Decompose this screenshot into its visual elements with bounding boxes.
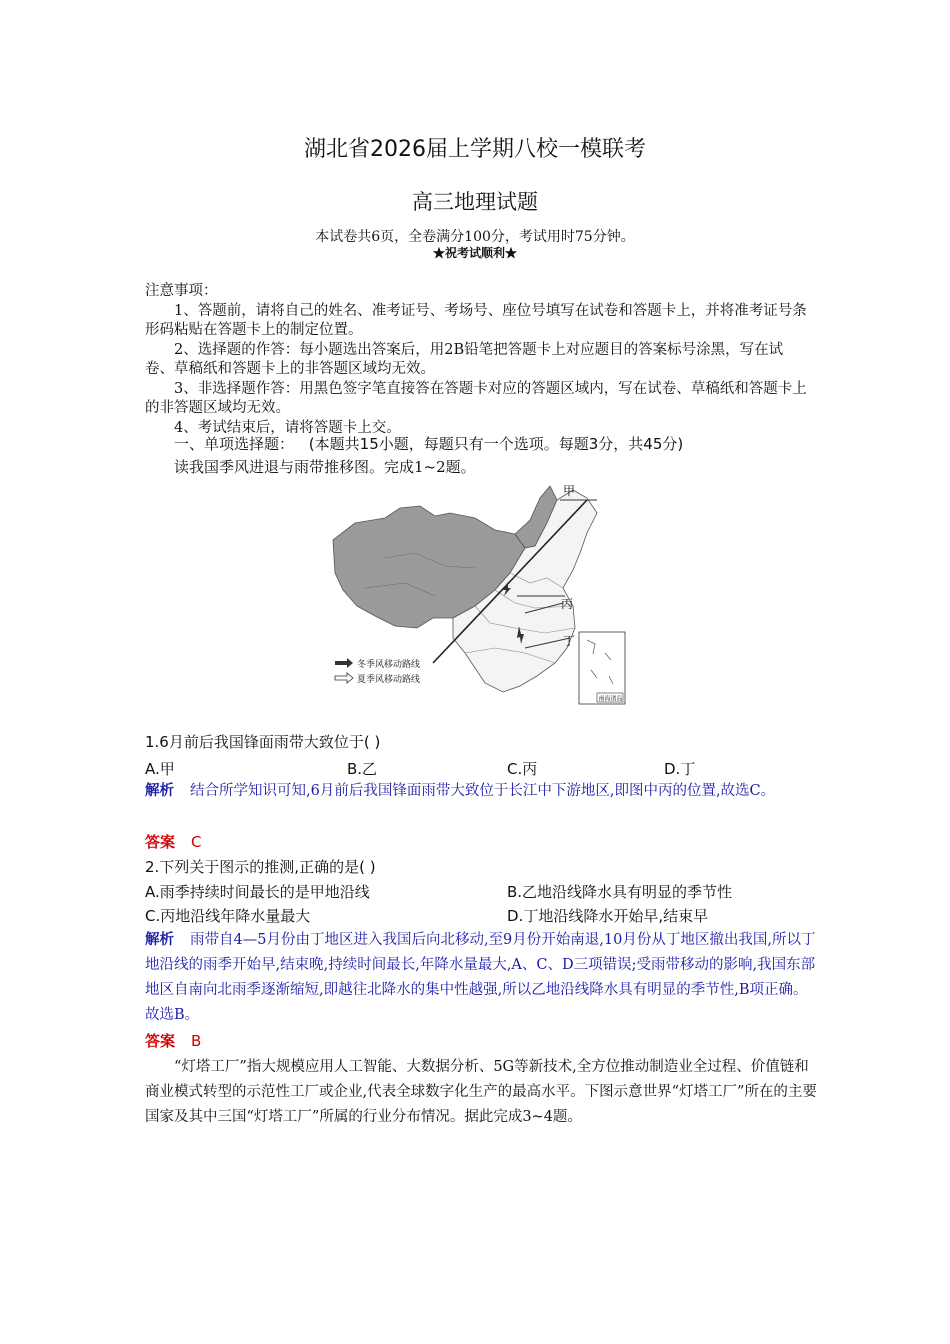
monsoon-rainbelt-map — [325, 478, 631, 708]
analysis-text: 雨带自4—5月份由丁地区进入我国后向北移动,至9月份开始南退,10月份从丁地区撤出我国,所以丁地沿线的雨季开始早,结束晚,持续时间最长,年降水量最大,A、C、D三项错误;受雨带移动的影响,我国东部地区自南向北雨季逐渐缩短,即越往北降水的集中性越强,所以乙地沿线降水具有明显的季节性,B项正确。故选B。 — [145, 932, 816, 1023]
analysis-label: 解析 — [145, 932, 174, 948]
summer-legend-arrow-icon — [335, 673, 353, 683]
intro-q1-2: 读我国季风进退与雨带推移图。完成1~2题。 — [174, 458, 476, 476]
answer-label: 答案 — [145, 1032, 176, 1050]
exam-title: 湖北省2026届上学期八校一模联考 — [304, 137, 646, 162]
q2-option-d: D.丁地沿线降水开始早,结束早 — [507, 907, 709, 925]
notice-heading: 注意事项： — [145, 283, 218, 299]
answer-value: B — [191, 1032, 202, 1050]
notice-item: 4、考试结束后，请将答题卡上交。 — [174, 419, 401, 436]
q1-option-c: C.丙 — [507, 760, 538, 778]
answer-label: 答案 — [145, 833, 176, 851]
intro-q3-4: “灯塔工厂”指大规模应用人工智能、大数据分析、5G等新技术,全方位推动制造业全过程、价值链和商业模式转型的示范性工厂或企业,代表全球数字化生产的最高水平。下图示意世界“灯塔工厂”所在的主要国家及其中三国“灯塔工厂”所属的行业分布情况。据此完成3~4题。 — [145, 1059, 817, 1125]
q2-analysis — [145, 928, 820, 1028]
q2-option-b: B.乙地沿线降水具有明显的季节性 — [507, 883, 733, 901]
notice-item: 3、非选择题作答：用黑色签字笔直接答在答题卡对应的答题区域内，写在试卷、草稿纸和答题卡上的非答题区域均无效。 — [145, 380, 807, 416]
legend-summer: 夏季风移动路线 — [357, 675, 421, 685]
section-heading — [145, 435, 810, 455]
question-2-stem: 2.下列关于图示的推测,正确的是( ) — [145, 858, 376, 876]
label-jia: 甲 — [563, 484, 576, 498]
q2-answer — [145, 1030, 201, 1051]
section-label: 一、单项选择题： — [174, 435, 295, 453]
q1-option-b: B.乙 — [347, 760, 378, 778]
question-1-stem: 1.6月前后我国锋面雨带大致位于( ) — [145, 733, 381, 751]
notice-block — [145, 282, 810, 438]
q2-option-a: A.雨季持续时间最长的是甲地沿线 — [145, 883, 370, 901]
exam-subtitle: 高三地理试题 — [412, 190, 538, 214]
answer-value: C — [191, 833, 202, 851]
q1-answer — [145, 831, 202, 852]
legend-winter: 冬季风移动路线 — [357, 660, 421, 670]
notice-item: 2、选择题的作答：每小题选出答案后，用2B铅笔把答题卡上对应题目的答案标号涂黑，写在试卷、草稿纸和答题卡上的非答题区域均无效。 — [145, 341, 784, 377]
good-luck-line: ★祝考试顺利★ — [432, 246, 517, 260]
notice-item: 1、答题前，请将自己的姓名、准考证号、考场号、座位号填写在试卷和答题卡上，并将准考证号条形码粘贴在答题卡上的制定位置。 — [145, 302, 807, 338]
label-bing: 丙 — [561, 597, 574, 611]
section-note: (本题共15小题，每题只有一个选项。每题3分，共45分) — [308, 435, 684, 453]
q2-option-c: C.丙地沿线年降水量最大 — [145, 907, 311, 925]
map-figure — [325, 478, 631, 708]
analysis-text: 结合所学知识可知,6月前后我国锋面雨带大致位于长江中下游地区,即图中丙的位置,故选C。 — [190, 783, 776, 799]
q1-option-a: A.甲 — [145, 760, 175, 778]
winter-legend-arrow-icon — [335, 658, 353, 668]
analysis-label: 解析 — [145, 783, 174, 799]
inset-label: 南海诸岛 — [598, 695, 623, 703]
q1-option-d: D.丁 — [664, 760, 696, 778]
exam-info: 本试卷共6页，全卷满分100分，考试用时75分钟。 — [315, 229, 635, 245]
label-ding: 丁 — [563, 634, 576, 648]
q1-analysis — [145, 779, 820, 804]
